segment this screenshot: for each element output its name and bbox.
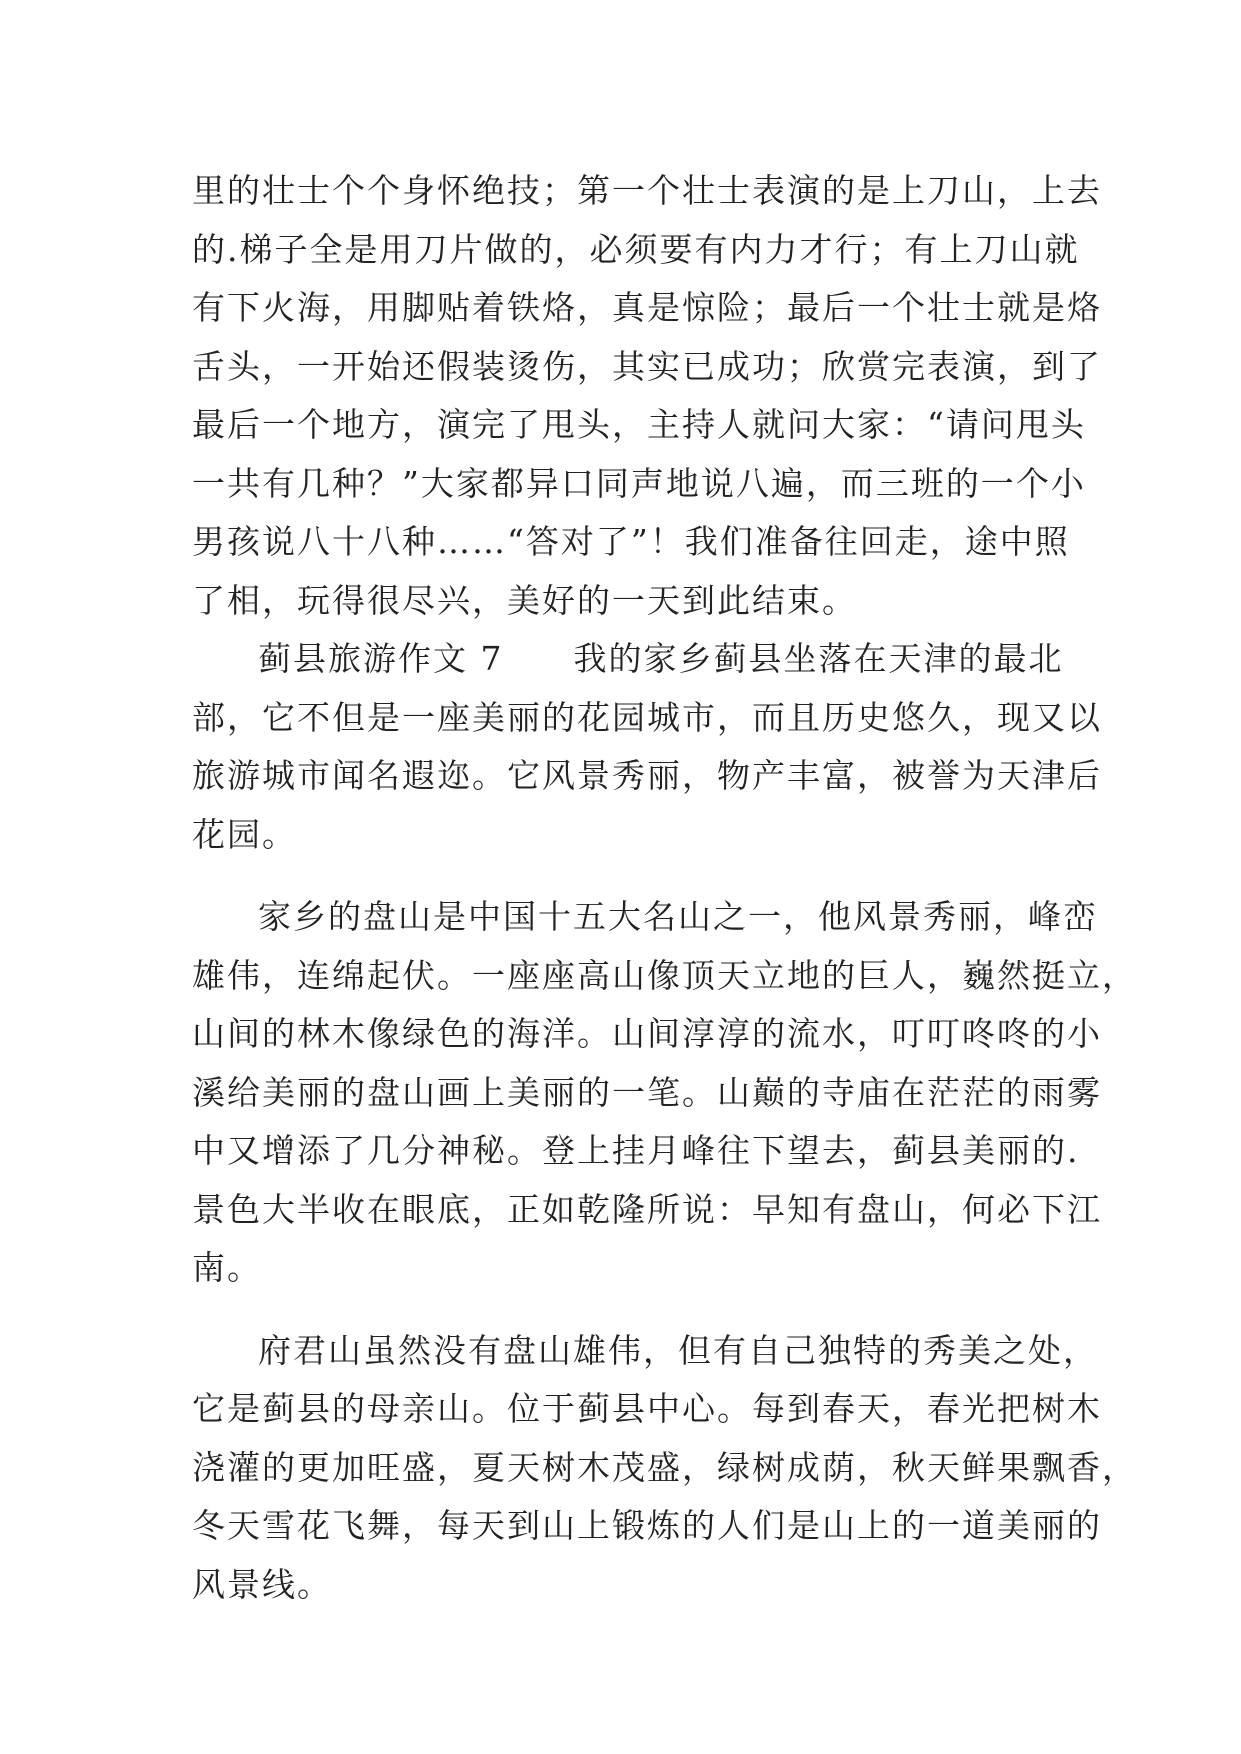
text-line: 中又增添了几分神秘。登上挂月峰往下望去，蓟县美丽的. [192, 1131, 1080, 1170]
text-line: 家乡的盘山是中国十五大名山之一，他风景秀丽，峰峦 [258, 897, 1098, 936]
text-line: 溪给美丽的盘山画上美丽的一笔。山巅的寺庙在茫茫的雨雾 [192, 1072, 1102, 1112]
text-line: 最后一个地方，演完了甩头，主持人就问大家：“请问甩头 [192, 405, 1086, 444]
text-line: 冬天雪花飞舞，每天到山上锻炼的人们是山上的一道美丽的 [192, 1506, 1102, 1545]
text-line: 有下火海，用脚贴着铁烙，真是惊险；最后一个壮士就是烙 [192, 288, 1102, 327]
text-line: 一共有几种？”大家都异口同声地说八遍，而三班的一个小 [192, 463, 1086, 503]
text-line: 山间的林木像绿色的海洋。山间淳淳的流水，叮叮咚咚的小 [192, 1014, 1102, 1053]
section-heading-line: 蓟县旅游作文 7 我的家乡蓟县坐落在天津的最北 [258, 639, 1064, 678]
text-line: 舌头，一开始还假装烫伤，其实已成功；欣赏完表演，到了 [192, 346, 1102, 386]
text-line: 风景线。 [192, 1564, 332, 1604]
document-body [192, 162, 1137, 1614]
text-line: 雄伟，连绵起伏。一座座高山像顶天立地的巨人，巍然挺立， [192, 955, 1137, 995]
text-line: 花园。 [192, 814, 297, 854]
text-line: 南。 [192, 1248, 262, 1287]
text-line: 浇灌的更加旺盛，夏天树木茂盛，绿树成荫，秋天鲜果飘香， [192, 1447, 1137, 1487]
text-line: 里的壮士个个身怀绝技；第一个壮士表演的是上刀山，上去 [192, 171, 1102, 210]
text-line: 景色大半收在眼底，正如乾隆所说：早知有盘山，何必下江 [192, 1189, 1102, 1229]
text-line: 旅游城市闻名遐迩。它风景秀丽，物产丰富，被誉为天津后 [192, 756, 1102, 795]
text-line: 的.梯子全是用刀片做的，必须要有内力才行；有上刀山就 [192, 229, 1080, 269]
text-line: 府君山虽然没有盘山雄伟，但有自己独特的秀美之处， [258, 1330, 1098, 1370]
paragraph-gap [192, 864, 1052, 888]
text-line: 了相，玩得很尽兴，美好的一天到此结束。 [192, 580, 857, 620]
text-line: 男孩说八十八种……“答对了”！我们准备往回走，途中照 [192, 522, 1070, 561]
text-line: 部，它不但是一座美丽的花园城市，而且历史悠久，现又以 [192, 697, 1102, 737]
text-line: 它是蓟县的母亲山。位于蓟县中心。每到春天，春光把树木 [192, 1389, 1102, 1428]
paragraph-gap [192, 1298, 1052, 1322]
